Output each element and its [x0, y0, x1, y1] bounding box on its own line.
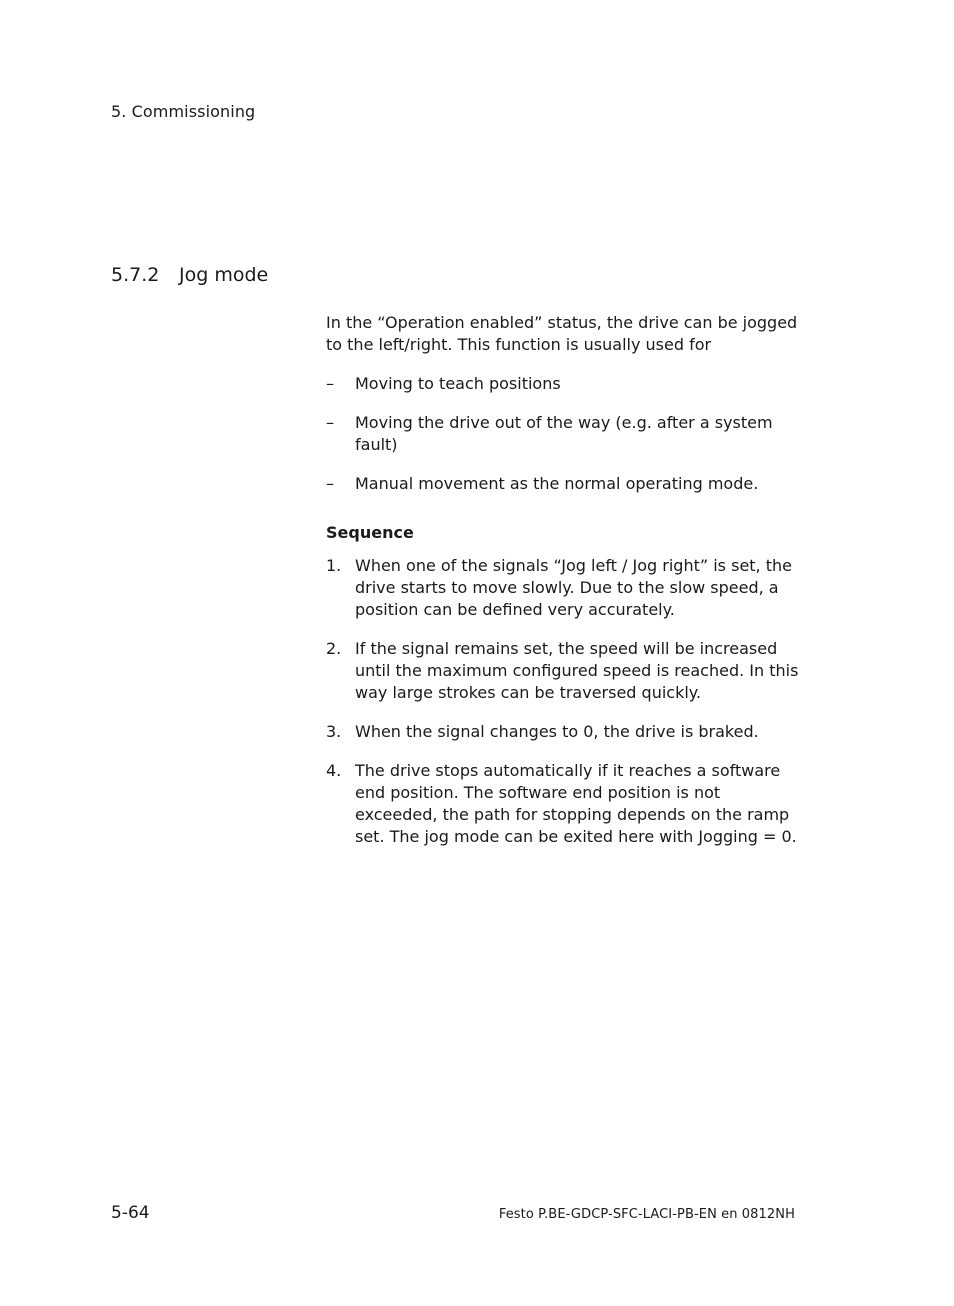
- step-number: 3.: [326, 722, 342, 741]
- sequence-steps: [326, 555, 806, 848]
- list-item: [326, 412, 806, 456]
- section-title: Jog mode: [179, 264, 269, 286]
- section-body: [326, 312, 806, 865]
- step-number: 1.: [326, 556, 342, 575]
- section-heading: [111, 264, 268, 286]
- intro-paragraph: In the “Operation enabled” status, the drive can be jogged to the left/right. This function is usually used for: [326, 313, 798, 354]
- section-number: 5.7.2: [111, 264, 160, 286]
- running-header: 5. Commissioning: [111, 102, 256, 121]
- dash-marker: –: [326, 413, 334, 432]
- usage-list: [326, 373, 806, 495]
- list-item: [326, 373, 806, 395]
- list-item-text: Moving to teach positions: [355, 374, 561, 393]
- list-item-text: Moving the drive out of the way (e.g. after a system fault): [355, 413, 773, 454]
- step-text: The drive stops automatically if it reaches a software end position. The software end position is not exceeded, the path for stopping depends on the ramp set. The jog mode can be exited here with Jogging = 0.: [355, 761, 797, 846]
- step-item: [326, 638, 806, 704]
- step-item: [326, 721, 806, 743]
- step-text: When the signal changes to 0, the drive is braked.: [355, 722, 759, 741]
- step-number: 4.: [326, 761, 342, 780]
- document-id: Festo P.BE-GDCP-SFC-LACI-PB-EN en 0812NH: [498, 1207, 795, 1222]
- dash-marker: –: [326, 474, 334, 493]
- page-number: 5-64: [111, 1203, 150, 1223]
- step-text: If the signal remains set, the speed will be increased until the maximum configured speed is reached. In this way large strokes can be traversed quickly.: [355, 639, 799, 702]
- dash-marker: –: [326, 374, 334, 393]
- step-text: When one of the signals “Jog left / Jog right” is set, the drive starts to move slowly. Due to the slow speed, a position can be defined very accurately.: [355, 556, 792, 619]
- step-item: [326, 555, 806, 621]
- step-item: [326, 760, 806, 848]
- list-item-text: Manual movement as the normal operating mode.: [355, 474, 759, 493]
- step-number: 2.: [326, 639, 342, 658]
- list-item: [326, 473, 806, 495]
- sequence-heading: Sequence: [326, 523, 414, 542]
